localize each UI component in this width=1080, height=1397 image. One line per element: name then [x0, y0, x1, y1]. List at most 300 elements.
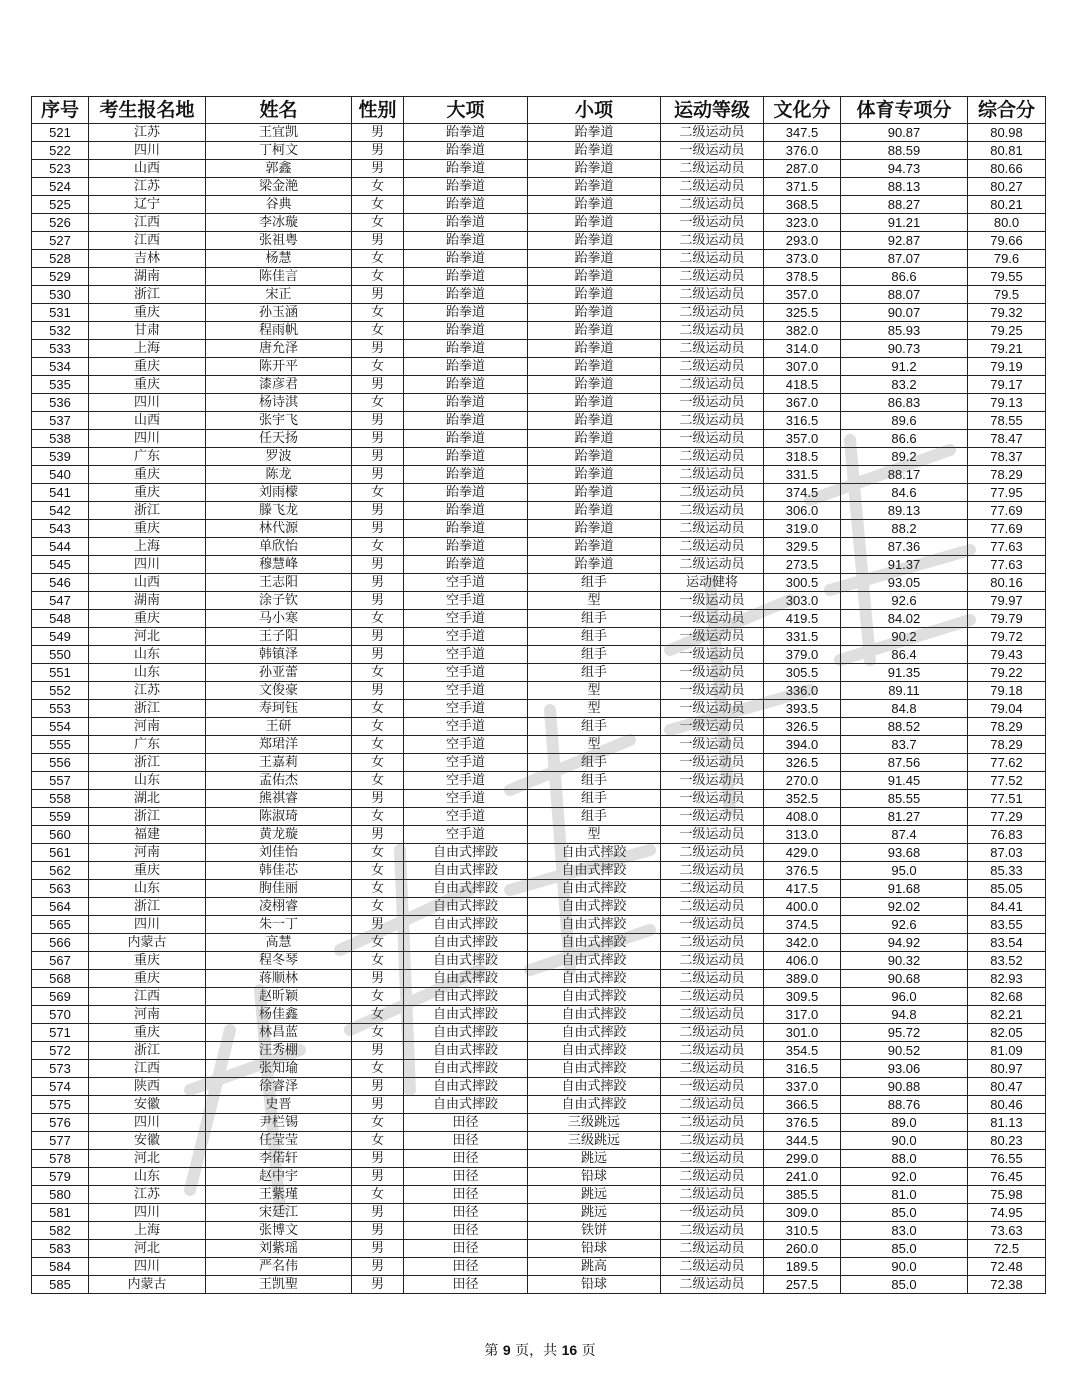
- col-sub-event-cell: 型: [528, 826, 661, 844]
- col-sport-score-cell: 90.52: [841, 1042, 968, 1060]
- col-region-cell: 上海: [89, 340, 206, 358]
- col-name-cell: 林代源: [206, 520, 352, 538]
- col-total-score-cell: 76.55: [968, 1150, 1046, 1168]
- col-sport-score-cell: 95.0: [841, 862, 968, 880]
- col-index-cell: 578: [32, 1150, 89, 1168]
- col-region-cell: 浙江: [89, 1042, 206, 1060]
- col-gender-cell: 女: [352, 898, 404, 916]
- col-total-score-cell: 80.98: [968, 124, 1046, 142]
- col-sport-score-cell: 88.27: [841, 196, 968, 214]
- col-sport-score-cell: 85.93: [841, 322, 968, 340]
- col-index-cell: 568: [32, 970, 89, 988]
- col-event-cell: 自由式摔跤: [404, 952, 528, 970]
- col-region-cell: 四川: [89, 1114, 206, 1132]
- col-total-score-cell: 79.66: [968, 232, 1046, 250]
- col-gender-cell: 女: [352, 880, 404, 898]
- col-gender-cell: 女: [352, 736, 404, 754]
- col-gender-cell: 女: [352, 394, 404, 412]
- col-gender-cell: 女: [352, 1024, 404, 1042]
- col-total-score-cell: 77.69: [968, 502, 1046, 520]
- col-name-cell: 严名伟: [206, 1258, 352, 1276]
- col-name-cell: 王子阳: [206, 628, 352, 646]
- col-culture-score-cell: 323.0: [764, 214, 841, 232]
- col-name-cell: 王宜凯: [206, 124, 352, 142]
- table-row: [32, 1258, 1046, 1276]
- col-region-cell: 河南: [89, 1006, 206, 1024]
- col-index-cell: 573: [32, 1060, 89, 1078]
- col-level-cell: 二级运动员: [661, 304, 764, 322]
- table-row: [32, 394, 1046, 412]
- col-level-cell: 二级运动员: [661, 862, 764, 880]
- col-level-cell: 二级运动员: [661, 1222, 764, 1240]
- col-total-score-cell: 79.04: [968, 700, 1046, 718]
- col-culture-score-cell: 394.0: [764, 736, 841, 754]
- col-index-cell: 548: [32, 610, 89, 628]
- col-total-score-cell: 82.93: [968, 970, 1046, 988]
- header-col-gender: 性别: [352, 97, 404, 124]
- col-name-cell: 杨诗淇: [206, 394, 352, 412]
- col-name-cell: 孙玉涵: [206, 304, 352, 322]
- col-region-cell: 辽宁: [89, 196, 206, 214]
- col-culture-score-cell: 303.0: [764, 592, 841, 610]
- table-row: [32, 268, 1046, 286]
- col-name-cell: 孟佑杰: [206, 772, 352, 790]
- col-level-cell: 一级运动员: [661, 646, 764, 664]
- col-name-cell: 王紫瑾: [206, 1186, 352, 1204]
- col-level-cell: 二级运动员: [661, 1042, 764, 1060]
- col-total-score-cell: 78.47: [968, 430, 1046, 448]
- col-culture-score-cell: 357.0: [764, 286, 841, 304]
- col-region-cell: 重庆: [89, 484, 206, 502]
- col-sport-score-cell: 92.6: [841, 592, 968, 610]
- col-name-cell: 张祖粤: [206, 232, 352, 250]
- col-level-cell: 二级运动员: [661, 376, 764, 394]
- col-total-score-cell: 79.22: [968, 664, 1046, 682]
- col-gender-cell: 男: [352, 1258, 404, 1276]
- col-culture-score-cell: 389.0: [764, 970, 841, 988]
- col-name-cell: 高慧: [206, 934, 352, 952]
- col-event-cell: 跆拳道: [404, 412, 528, 430]
- col-event-cell: 田径: [404, 1276, 528, 1294]
- col-culture-score-cell: 342.0: [764, 934, 841, 952]
- col-index-cell: 567: [32, 952, 89, 970]
- col-sub-event-cell: 跆拳道: [528, 304, 661, 322]
- col-sub-event-cell: 自由式摔跤: [528, 898, 661, 916]
- col-sport-score-cell: 88.07: [841, 286, 968, 304]
- col-culture-score-cell: 309.5: [764, 988, 841, 1006]
- col-culture-score-cell: 331.5: [764, 466, 841, 484]
- col-event-cell: 田径: [404, 1222, 528, 1240]
- col-event-cell: 空手道: [404, 790, 528, 808]
- col-sport-score-cell: 89.11: [841, 682, 968, 700]
- col-sub-event-cell: 跳远: [528, 1204, 661, 1222]
- col-total-score-cell: 79.6: [968, 250, 1046, 268]
- col-event-cell: 跆拳道: [404, 394, 528, 412]
- col-culture-score-cell: 368.5: [764, 196, 841, 214]
- col-event-cell: 空手道: [404, 772, 528, 790]
- col-level-cell: 一级运动员: [661, 430, 764, 448]
- col-culture-score-cell: 406.0: [764, 952, 841, 970]
- col-gender-cell: 女: [352, 484, 404, 502]
- col-gender-cell: 女: [352, 664, 404, 682]
- col-total-score-cell: 79.5: [968, 286, 1046, 304]
- col-region-cell: 上海: [89, 538, 206, 556]
- col-culture-score-cell: 301.0: [764, 1024, 841, 1042]
- col-culture-score-cell: 316.5: [764, 1060, 841, 1078]
- col-index-cell: 570: [32, 1006, 89, 1024]
- col-total-score-cell: 80.16: [968, 574, 1046, 592]
- col-sub-event-cell: 跆拳道: [528, 430, 661, 448]
- col-total-score-cell: 77.51: [968, 790, 1046, 808]
- col-culture-score-cell: 337.0: [764, 1078, 841, 1096]
- col-name-cell: 陈开平: [206, 358, 352, 376]
- col-index-cell: 554: [32, 718, 89, 736]
- col-sport-score-cell: 94.92: [841, 934, 968, 952]
- col-total-score-cell: 87.03: [968, 844, 1046, 862]
- col-region-cell: 浙江: [89, 754, 206, 772]
- col-level-cell: 二级运动员: [661, 340, 764, 358]
- table-row: [32, 160, 1046, 178]
- col-sport-score-cell: 81.0: [841, 1186, 968, 1204]
- col-gender-cell: 女: [352, 250, 404, 268]
- table-row: [32, 340, 1046, 358]
- col-region-cell: 四川: [89, 1204, 206, 1222]
- col-event-cell: 跆拳道: [404, 448, 528, 466]
- col-sub-event-cell: 自由式摔跤: [528, 988, 661, 1006]
- col-index-cell: 540: [32, 466, 89, 484]
- col-region-cell: 山东: [89, 646, 206, 664]
- table-row: [32, 1204, 1046, 1222]
- table-row: [32, 430, 1046, 448]
- footer-suffix: 页: [581, 1343, 596, 1359]
- col-level-cell: 二级运动员: [661, 412, 764, 430]
- col-event-cell: 自由式摔跤: [404, 898, 528, 916]
- col-level-cell: 二级运动员: [661, 880, 764, 898]
- col-index-cell: 575: [32, 1096, 89, 1114]
- col-culture-score-cell: 400.0: [764, 898, 841, 916]
- col-event-cell: 空手道: [404, 826, 528, 844]
- col-gender-cell: 男: [352, 520, 404, 538]
- col-sub-event-cell: 跆拳道: [528, 322, 661, 340]
- table-row: [32, 844, 1046, 862]
- col-total-score-cell: 72.38: [968, 1276, 1046, 1294]
- col-event-cell: 跆拳道: [404, 304, 528, 322]
- col-sub-event-cell: 组手: [528, 790, 661, 808]
- col-event-cell: 跆拳道: [404, 178, 528, 196]
- header-col-index: 序号: [32, 97, 89, 124]
- table-row: [32, 556, 1046, 574]
- col-level-cell: 二级运动员: [661, 1276, 764, 1294]
- col-region-cell: 四川: [89, 1258, 206, 1276]
- col-index-cell: 555: [32, 736, 89, 754]
- col-sport-score-cell: 90.07: [841, 304, 968, 322]
- col-name-cell: 漆彦君: [206, 376, 352, 394]
- col-event-cell: 自由式摔跤: [404, 988, 528, 1006]
- col-sub-event-cell: 跆拳道: [528, 520, 661, 538]
- col-event-cell: 自由式摔跤: [404, 1078, 528, 1096]
- col-sport-score-cell: 91.68: [841, 880, 968, 898]
- col-total-score-cell: 79.18: [968, 682, 1046, 700]
- col-event-cell: 跆拳道: [404, 502, 528, 520]
- col-name-cell: 唐允泽: [206, 340, 352, 358]
- col-sport-score-cell: 85.0: [841, 1240, 968, 1258]
- col-name-cell: 刘紫瑶: [206, 1240, 352, 1258]
- col-culture-score-cell: 326.5: [764, 754, 841, 772]
- col-culture-score-cell: 319.0: [764, 520, 841, 538]
- col-sport-score-cell: 85.55: [841, 790, 968, 808]
- col-sub-event-cell: 组手: [528, 754, 661, 772]
- col-gender-cell: 男: [352, 682, 404, 700]
- col-index-cell: 574: [32, 1078, 89, 1096]
- col-region-cell: 陕西: [89, 1078, 206, 1096]
- col-index-cell: 576: [32, 1114, 89, 1132]
- col-sub-event-cell: 自由式摔跤: [528, 1060, 661, 1078]
- col-region-cell: 福建: [89, 826, 206, 844]
- col-gender-cell: 女: [352, 304, 404, 322]
- col-culture-score-cell: 313.0: [764, 826, 841, 844]
- col-total-score-cell: 77.29: [968, 808, 1046, 826]
- col-culture-score-cell: 376.5: [764, 862, 841, 880]
- col-event-cell: 空手道: [404, 718, 528, 736]
- col-gender-cell: 男: [352, 412, 404, 430]
- col-index-cell: 551: [32, 664, 89, 682]
- col-sub-event-cell: 三级跳远: [528, 1132, 661, 1150]
- col-region-cell: 重庆: [89, 862, 206, 880]
- col-name-cell: 任天扬: [206, 430, 352, 448]
- col-region-cell: 甘肃: [89, 322, 206, 340]
- col-gender-cell: 男: [352, 916, 404, 934]
- col-sub-event-cell: 组手: [528, 718, 661, 736]
- col-name-cell: 穆慧峰: [206, 556, 352, 574]
- col-sub-event-cell: 跆拳道: [528, 250, 661, 268]
- col-total-score-cell: 80.27: [968, 178, 1046, 196]
- col-total-score-cell: 77.52: [968, 772, 1046, 790]
- table-row: [32, 862, 1046, 880]
- col-region-cell: 四川: [89, 142, 206, 160]
- col-level-cell: 二级运动员: [661, 1168, 764, 1186]
- col-gender-cell: 女: [352, 322, 404, 340]
- col-name-cell: 王研: [206, 718, 352, 736]
- col-sub-event-cell: 自由式摔跤: [528, 952, 661, 970]
- table-body: [32, 124, 1046, 1294]
- col-total-score-cell: 77.63: [968, 556, 1046, 574]
- col-event-cell: 跆拳道: [404, 286, 528, 304]
- header-col-level: 运动等级: [661, 97, 764, 124]
- table-row: [32, 718, 1046, 736]
- table-row: [32, 322, 1046, 340]
- col-region-cell: 浙江: [89, 286, 206, 304]
- col-sub-event-cell: 跆拳道: [528, 268, 661, 286]
- col-total-score-cell: 79.43: [968, 646, 1046, 664]
- col-sport-score-cell: 94.73: [841, 160, 968, 178]
- table-row: [32, 898, 1046, 916]
- col-index-cell: 585: [32, 1276, 89, 1294]
- table-row: [32, 304, 1046, 322]
- col-gender-cell: 男: [352, 466, 404, 484]
- col-index-cell: 521: [32, 124, 89, 142]
- col-name-cell: 韩镇泽: [206, 646, 352, 664]
- col-sub-event-cell: 跆拳道: [528, 340, 661, 358]
- col-event-cell: 田径: [404, 1132, 528, 1150]
- col-event-cell: 跆拳道: [404, 340, 528, 358]
- col-gender-cell: 女: [352, 538, 404, 556]
- col-index-cell: 557: [32, 772, 89, 790]
- table-row: [32, 1186, 1046, 1204]
- col-region-cell: 安徽: [89, 1132, 206, 1150]
- col-sport-score-cell: 90.88: [841, 1078, 968, 1096]
- col-total-score-cell: 79.19: [968, 358, 1046, 376]
- col-level-cell: 二级运动员: [661, 160, 764, 178]
- col-culture-score-cell: 300.5: [764, 574, 841, 592]
- col-index-cell: 583: [32, 1240, 89, 1258]
- col-event-cell: 空手道: [404, 628, 528, 646]
- col-index-cell: 566: [32, 934, 89, 952]
- col-index-cell: 552: [32, 682, 89, 700]
- col-level-cell: 二级运动员: [661, 502, 764, 520]
- col-gender-cell: 男: [352, 628, 404, 646]
- col-total-score-cell: 80.66: [968, 160, 1046, 178]
- col-index-cell: 544: [32, 538, 89, 556]
- col-index-cell: 556: [32, 754, 89, 772]
- col-culture-score-cell: 189.5: [764, 1258, 841, 1276]
- table-row: [32, 232, 1046, 250]
- col-level-cell: 二级运动员: [661, 1186, 764, 1204]
- col-level-cell: 一级运动员: [661, 700, 764, 718]
- col-gender-cell: 女: [352, 862, 404, 880]
- col-name-cell: 徐睿泽: [206, 1078, 352, 1096]
- col-sport-score-cell: 88.52: [841, 718, 968, 736]
- col-name-cell: 王凯聖: [206, 1276, 352, 1294]
- col-index-cell: 561: [32, 844, 89, 862]
- col-region-cell: 江苏: [89, 124, 206, 142]
- col-sport-score-cell: 87.4: [841, 826, 968, 844]
- col-index-cell: 562: [32, 862, 89, 880]
- table-row: [32, 988, 1046, 1006]
- col-sub-event-cell: 铅球: [528, 1168, 661, 1186]
- col-name-cell: 孙亚蕾: [206, 664, 352, 682]
- table-header-row: [32, 97, 1046, 124]
- col-culture-score-cell: 314.0: [764, 340, 841, 358]
- col-index-cell: 535: [32, 376, 89, 394]
- col-event-cell: 跆拳道: [404, 376, 528, 394]
- col-region-cell: 浙江: [89, 502, 206, 520]
- col-sub-event-cell: 铅球: [528, 1240, 661, 1258]
- col-culture-score-cell: 325.5: [764, 304, 841, 322]
- header-col-total-score: 综合分: [968, 97, 1046, 124]
- col-culture-score-cell: 378.5: [764, 268, 841, 286]
- col-total-score-cell: 78.29: [968, 718, 1046, 736]
- col-index-cell: 565: [32, 916, 89, 934]
- col-name-cell: 王嘉莉: [206, 754, 352, 772]
- col-culture-score-cell: 344.5: [764, 1132, 841, 1150]
- col-total-score-cell: 79.25: [968, 322, 1046, 340]
- table-row: [32, 736, 1046, 754]
- col-region-cell: 山西: [89, 160, 206, 178]
- col-gender-cell: 女: [352, 268, 404, 286]
- col-index-cell: 558: [32, 790, 89, 808]
- col-event-cell: 自由式摔跤: [404, 916, 528, 934]
- table-row: [32, 448, 1046, 466]
- col-culture-score-cell: 385.5: [764, 1186, 841, 1204]
- col-region-cell: 重庆: [89, 304, 206, 322]
- col-sport-score-cell: 89.0: [841, 1114, 968, 1132]
- col-region-cell: 山东: [89, 664, 206, 682]
- col-region-cell: 四川: [89, 916, 206, 934]
- col-culture-score-cell: 310.5: [764, 1222, 841, 1240]
- col-event-cell: 空手道: [404, 646, 528, 664]
- col-name-cell: 尹栏锡: [206, 1114, 352, 1132]
- col-level-cell: 一级运动员: [661, 1078, 764, 1096]
- col-culture-score-cell: 299.0: [764, 1150, 841, 1168]
- col-region-cell: 湖北: [89, 790, 206, 808]
- table-row: [32, 1276, 1046, 1294]
- col-level-cell: 二级运动员: [661, 322, 764, 340]
- table-row: [32, 196, 1046, 214]
- col-total-score-cell: 78.29: [968, 466, 1046, 484]
- col-gender-cell: 男: [352, 502, 404, 520]
- col-event-cell: 空手道: [404, 592, 528, 610]
- col-index-cell: 537: [32, 412, 89, 430]
- table-row: [32, 628, 1046, 646]
- col-event-cell: 空手道: [404, 610, 528, 628]
- col-level-cell: 二级运动员: [661, 538, 764, 556]
- col-level-cell: 一级运动员: [661, 394, 764, 412]
- col-gender-cell: 女: [352, 718, 404, 736]
- col-total-score-cell: 79.79: [968, 610, 1046, 628]
- table-row: [32, 124, 1046, 142]
- col-level-cell: 一级运动员: [661, 664, 764, 682]
- col-event-cell: 自由式摔跤: [404, 862, 528, 880]
- col-index-cell: 530: [32, 286, 89, 304]
- col-sub-event-cell: 型: [528, 700, 661, 718]
- col-region-cell: 江苏: [89, 682, 206, 700]
- current-page-number: 9: [502, 1342, 511, 1358]
- col-index-cell: 528: [32, 250, 89, 268]
- col-total-score-cell: 79.32: [968, 304, 1046, 322]
- col-sub-event-cell: 自由式摔跤: [528, 1096, 661, 1114]
- col-region-cell: 上海: [89, 1222, 206, 1240]
- col-region-cell: 河北: [89, 1240, 206, 1258]
- col-sport-score-cell: 90.0: [841, 1258, 968, 1276]
- table-row: [32, 142, 1046, 160]
- table-row: [32, 286, 1046, 304]
- col-name-cell: 李冰璇: [206, 214, 352, 232]
- col-name-cell: 张宇飞: [206, 412, 352, 430]
- col-total-score-cell: 83.55: [968, 916, 1046, 934]
- col-sub-event-cell: 组手: [528, 772, 661, 790]
- col-index-cell: 582: [32, 1222, 89, 1240]
- col-level-cell: 二级运动员: [661, 556, 764, 574]
- col-name-cell: 刘雨檬: [206, 484, 352, 502]
- col-culture-score-cell: 417.5: [764, 880, 841, 898]
- col-name-cell: 王志阳: [206, 574, 352, 592]
- col-index-cell: 527: [32, 232, 89, 250]
- col-culture-score-cell: 309.0: [764, 1204, 841, 1222]
- table-row: [32, 952, 1046, 970]
- col-sport-score-cell: 89.13: [841, 502, 968, 520]
- col-sub-event-cell: 自由式摔跤: [528, 880, 661, 898]
- col-index-cell: 523: [32, 160, 89, 178]
- col-name-cell: 林昌蓝: [206, 1024, 352, 1042]
- col-name-cell: 张博文: [206, 1222, 352, 1240]
- col-gender-cell: 男: [352, 160, 404, 178]
- col-culture-score-cell: 418.5: [764, 376, 841, 394]
- col-name-cell: 谷典: [206, 196, 352, 214]
- col-gender-cell: 女: [352, 844, 404, 862]
- table-row: [32, 1168, 1046, 1186]
- col-event-cell: 跆拳道: [404, 232, 528, 250]
- col-region-cell: 重庆: [89, 610, 206, 628]
